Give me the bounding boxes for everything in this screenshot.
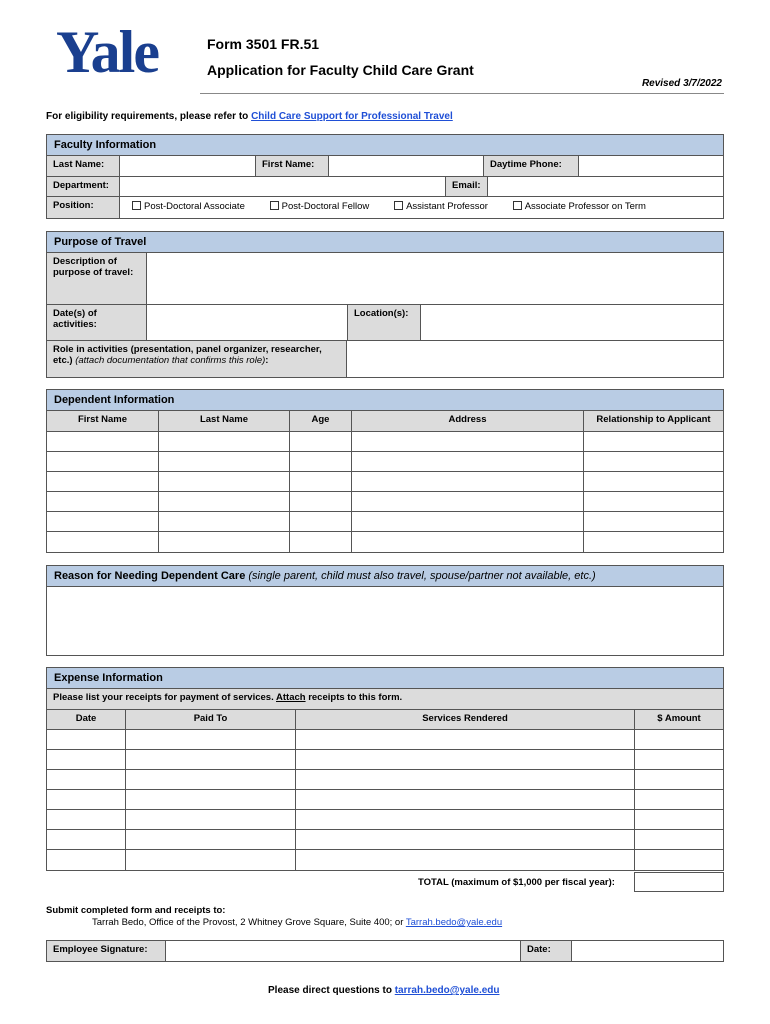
- purpose-of-travel-title: Purpose of Travel: [47, 232, 723, 253]
- submit-heading: Submit completed form and receipts to:: [46, 905, 226, 916]
- checkbox-icon[interactable]: [270, 201, 279, 210]
- expense-header-row: [47, 710, 723, 730]
- footer-note: Please direct questions to tarrah.bedo@yale.edu: [268, 985, 500, 996]
- dependent-cell[interactable]: [584, 532, 723, 552]
- column-header: First Name: [47, 411, 159, 431]
- dependent-row: [47, 512, 723, 532]
- dependent-cell[interactable]: [290, 472, 352, 491]
- expense-cell[interactable]: [47, 810, 126, 829]
- expense-cell[interactable]: [47, 750, 126, 769]
- reason-title: Reason for Needing Dependent Care (single parent, child must also travel, spouse/partner not available, etc.): [47, 566, 723, 587]
- dependent-cell[interactable]: [352, 432, 584, 451]
- locations-label: Location(s):: [348, 305, 421, 340]
- first-name-label: First Name:: [256, 156, 329, 176]
- department-field[interactable]: [120, 177, 446, 196]
- position-option[interactable]: Post-Doctoral Associate: [132, 201, 245, 212]
- expense-rows: [47, 730, 723, 870]
- dependent-cell[interactable]: [159, 512, 290, 531]
- checkbox-icon[interactable]: [394, 201, 403, 210]
- expense-row: [47, 750, 723, 770]
- dependent-cell[interactable]: [352, 492, 584, 511]
- column-header: Address: [352, 411, 584, 431]
- expense-information-title: Expense Information: [47, 668, 723, 689]
- role-field[interactable]: [347, 341, 723, 377]
- dependent-row: [47, 492, 723, 512]
- role-label: Role in activities (presentation, panel organizer, researcher, etc.) (attach documentation that confirms this role):: [47, 341, 347, 377]
- column-header: Paid To: [126, 710, 296, 729]
- dependent-cell[interactable]: [352, 512, 584, 531]
- expense-cell[interactable]: [126, 750, 296, 769]
- checkbox-icon[interactable]: [132, 201, 141, 210]
- dependent-cell[interactable]: [584, 512, 723, 531]
- signature-section: [46, 940, 724, 962]
- footer-email-link[interactable]: tarrah.bedo@yale.edu: [394, 985, 500, 996]
- last-name-field[interactable]: [120, 156, 256, 176]
- dependent-cell[interactable]: [290, 452, 352, 471]
- dependent-cell[interactable]: [159, 452, 290, 471]
- description-field[interactable]: [147, 253, 723, 304]
- locations-field[interactable]: [421, 305, 723, 340]
- dependent-cell[interactable]: [290, 532, 352, 552]
- dependent-information-section: [46, 389, 724, 553]
- first-name-field[interactable]: [329, 156, 484, 176]
- dependent-row: [47, 432, 723, 452]
- expense-cell[interactable]: [296, 730, 635, 749]
- dependent-cell[interactable]: [159, 432, 290, 451]
- department-label: Department:: [47, 177, 120, 196]
- position-option[interactable]: Assistant Professor: [394, 201, 488, 212]
- expense-cell[interactable]: [126, 810, 296, 829]
- column-header: Date: [47, 710, 126, 729]
- expense-cell[interactable]: [296, 790, 635, 809]
- total-field[interactable]: [634, 872, 724, 892]
- expense-row: [47, 850, 723, 870]
- dependent-cell[interactable]: [290, 432, 352, 451]
- dependent-cell[interactable]: [47, 432, 159, 451]
- dependent-cell[interactable]: [352, 472, 584, 491]
- dependent-row: [47, 532, 723, 552]
- dependent-row: [47, 452, 723, 472]
- checkbox-icon[interactable]: [513, 201, 522, 210]
- date-field[interactable]: [572, 941, 723, 961]
- dependent-cell[interactable]: [47, 492, 159, 511]
- faculty-information-section: [46, 134, 724, 219]
- form-number: Form 3501 FR.51: [207, 36, 320, 52]
- last-name-label: Last Name:: [47, 156, 120, 176]
- email-field[interactable]: [488, 177, 723, 196]
- column-header: Services Rendered: [296, 710, 635, 729]
- expense-cell[interactable]: [126, 850, 296, 870]
- expense-cell[interactable]: [126, 770, 296, 789]
- expense-cell[interactable]: [296, 810, 635, 829]
- expense-cell[interactable]: [296, 850, 635, 870]
- dates-field[interactable]: [147, 305, 348, 340]
- position-option[interactable]: Associate Professor on Term: [513, 201, 646, 212]
- expense-cell[interactable]: [635, 750, 723, 769]
- expense-cell[interactable]: [47, 790, 126, 809]
- expense-row: [47, 810, 723, 830]
- expense-cell[interactable]: [126, 830, 296, 849]
- dependent-cell[interactable]: [159, 492, 290, 511]
- expense-cell[interactable]: [635, 850, 723, 870]
- eligibility-note: [46, 111, 453, 122]
- dependent-row: [47, 472, 723, 492]
- position-label: Position:: [47, 197, 120, 218]
- dependent-cell[interactable]: [290, 512, 352, 531]
- signature-label: Employee Signature:: [47, 941, 166, 961]
- expense-cell[interactable]: [126, 730, 296, 749]
- expense-cell[interactable]: [635, 830, 723, 849]
- dependent-cell[interactable]: [584, 492, 723, 511]
- submit-email-link[interactable]: Tarrah.bedo@yale.edu: [405, 917, 503, 928]
- dependent-cell[interactable]: [584, 472, 723, 491]
- expense-cell[interactable]: [635, 810, 723, 829]
- eligibility-link[interactable]: Child Care Support for Professional Travel: [251, 111, 453, 122]
- revised-date: Revised 3/7/2022: [641, 78, 722, 89]
- description-label: Description of purpose of travel:: [47, 253, 147, 304]
- faculty-information-title: Faculty Information: [47, 135, 723, 156]
- expense-row: [47, 770, 723, 790]
- expense-cell[interactable]: [635, 770, 723, 789]
- dependent-header-row: [47, 411, 723, 432]
- expense-instruction: Please list your receipts for payment of services. Attach receipts to this form.: [47, 689, 723, 709]
- dependent-rows: [47, 432, 723, 552]
- expense-cell[interactable]: [47, 850, 126, 870]
- dependent-cell[interactable]: [584, 432, 723, 451]
- purpose-of-travel-section: [46, 231, 724, 378]
- dependent-cell[interactable]: [584, 452, 723, 471]
- position-options: [120, 197, 723, 218]
- column-header: Last Name: [159, 411, 290, 431]
- dependent-cell[interactable]: [159, 472, 290, 491]
- dependent-cell[interactable]: [47, 472, 159, 491]
- expense-cell[interactable]: [47, 730, 126, 749]
- submit-address: Tarrah Bedo, Office of the Provost, 2 Whitney Grove Square, Suite 400; or Tarrah.bedo@yale.edu: [92, 917, 503, 928]
- dates-label: Date(s) of activities:: [47, 305, 147, 340]
- eligibility-text: For eligibility requirements, please refer to: [46, 111, 252, 122]
- form-title: Application for Faculty Child Care Grant: [207, 62, 474, 78]
- expense-cell[interactable]: [296, 770, 635, 789]
- dependent-cell[interactable]: [47, 512, 159, 531]
- expense-cell[interactable]: [635, 790, 723, 809]
- dependent-cell[interactable]: [290, 492, 352, 511]
- expense-cell[interactable]: [296, 830, 635, 849]
- expense-row: [47, 790, 723, 810]
- signature-field[interactable]: [166, 941, 521, 961]
- expense-cell[interactable]: [126, 790, 296, 809]
- dependent-cell[interactable]: [47, 532, 159, 552]
- header-divider: [200, 93, 724, 94]
- dependent-cell[interactable]: [159, 532, 290, 552]
- total-label: TOTAL (maximum of $1,000 per fiscal year):: [418, 877, 615, 888]
- expense-cell[interactable]: [296, 750, 635, 769]
- expense-cell[interactable]: [47, 770, 126, 789]
- reason-section: [46, 565, 724, 656]
- email-label: Email:: [446, 177, 488, 196]
- column-header: Age: [290, 411, 352, 431]
- reason-field[interactable]: [47, 587, 723, 655]
- expense-information-section: [46, 667, 724, 871]
- column-header: Relationship to Applicant: [584, 411, 723, 431]
- yale-logo: Yale: [56, 19, 158, 85]
- expense-row: [47, 830, 723, 850]
- position-option[interactable]: Post-Doctoral Fellow: [270, 201, 370, 212]
- daytime-phone-field[interactable]: [579, 156, 723, 176]
- expense-row: [47, 730, 723, 750]
- dependent-cell[interactable]: [352, 452, 584, 471]
- expense-cell[interactable]: [635, 730, 723, 749]
- column-header: $ Amount: [635, 710, 723, 729]
- dependent-cell[interactable]: [352, 532, 584, 552]
- expense-cell[interactable]: [47, 830, 126, 849]
- daytime-phone-label: Daytime Phone:: [484, 156, 579, 176]
- dependent-information-title: Dependent Information: [47, 390, 723, 411]
- date-label: Date:: [521, 941, 572, 961]
- dependent-cell[interactable]: [47, 452, 159, 471]
